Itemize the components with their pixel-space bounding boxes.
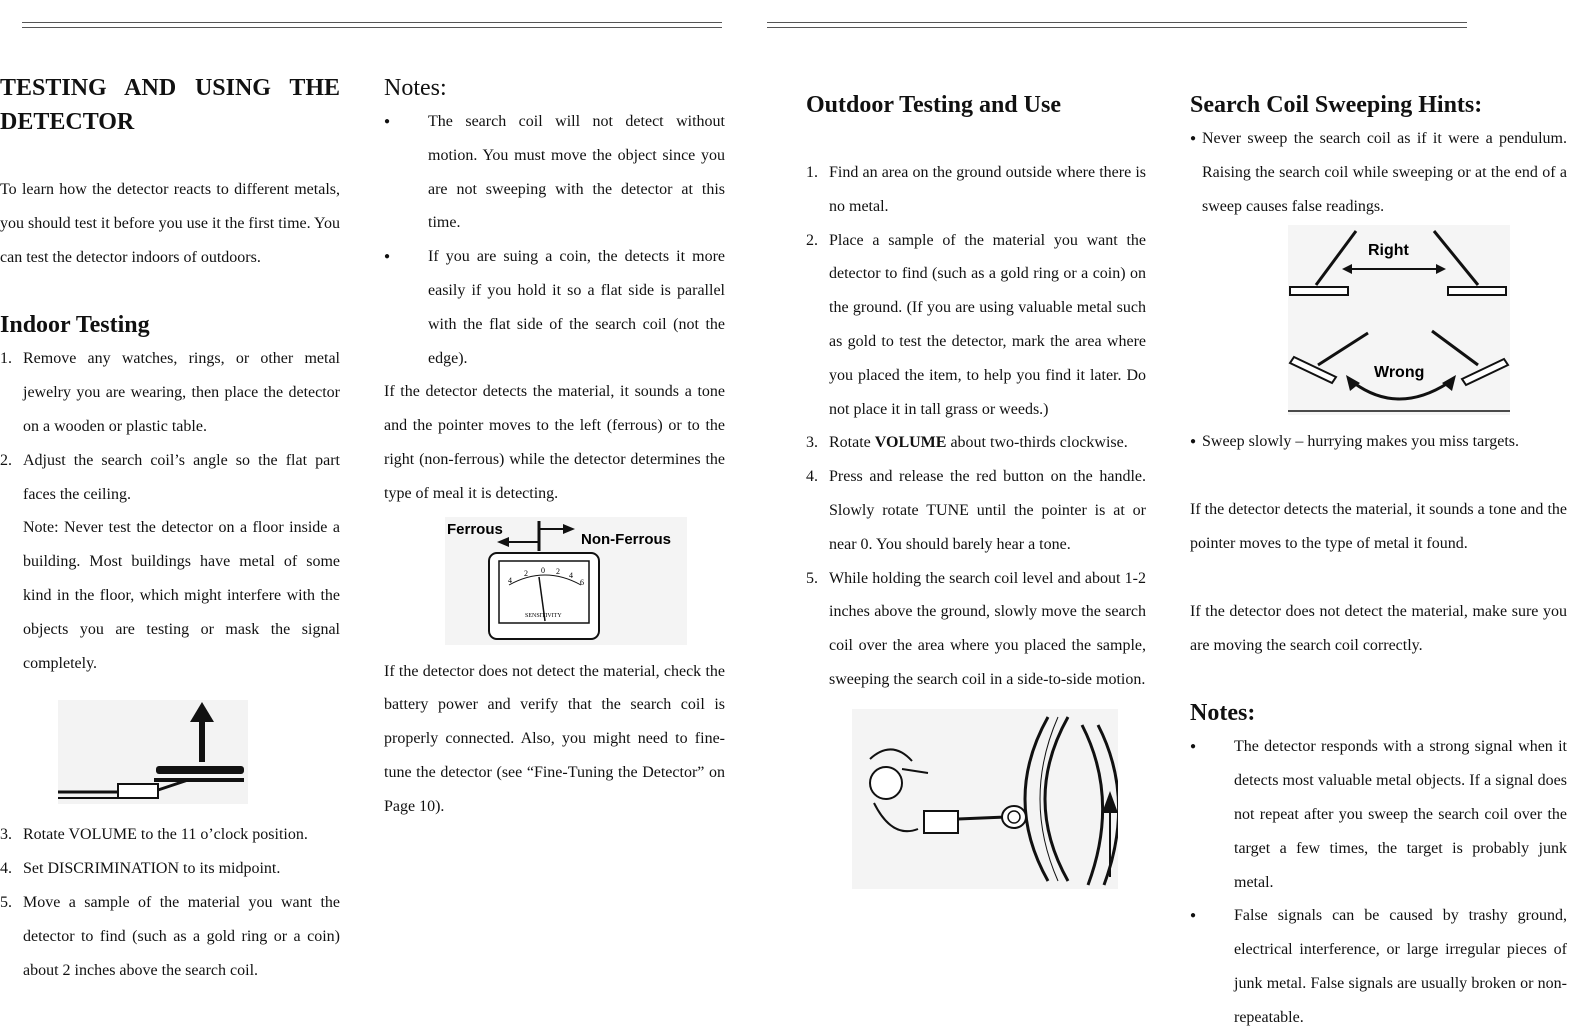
column-1: [0, 71, 340, 987]
meter-tick: 2: [524, 568, 528, 578]
right-label: Right: [1368, 242, 1409, 260]
list-item: 3. Rotate VOLUME about two-thirds clockwise.: [806, 434, 1128, 452]
bullet-icon: ●: [1190, 910, 1197, 922]
list-item: ● If you are suing a coin, the detects it more easily if you hold it so a flat side is parallel with the flat side of the search coil (not the edge).: [384, 240, 725, 375]
list-item: 1. Remove any watches, rings, or other metal jewelry you are wearing, then place the detector on a wooden or plastic table.: [0, 350, 340, 435]
outdoor-steps-list: [806, 156, 1146, 697]
page-title: [0, 71, 340, 105]
title-word: THE: [289, 75, 340, 101]
title-word: AND: [124, 75, 177, 101]
column-4: [1190, 88, 1567, 1035]
not-detect-coil-paragraph: If the detector does not detect the material, make sure you are moving the search coil correctly.: [1190, 602, 1567, 654]
bullet-icon: ●: [1190, 436, 1197, 448]
sweeping-hints-heading: Search Coil Sweeping Hints:: [1190, 92, 1483, 118]
list-item: ● Sweep slowly – hurrying makes you miss targets.: [1190, 425, 1567, 459]
list-item: ● False signals can be caused by trashy ground, electrical interference, or large irregular pieces of junk metal. False signals are usually broken or non-repeatable.: [1190, 899, 1567, 1034]
bullet-icon: ●: [1190, 133, 1197, 144]
bullet-icon: ●: [384, 116, 391, 127]
notes-list: [384, 105, 725, 375]
list-item: 3. Rotate VOLUME to the 11 o’clock position.: [0, 826, 308, 844]
meter-figure: [445, 517, 687, 645]
ferrous-label: Ferrous: [447, 520, 503, 538]
hints-list-continued: [1190, 425, 1567, 459]
list-item: ● The detector responds with a strong signal when it detects most valuable metal objects. If a signal does not repeat after you sweep the search coil over the target a few times, the target is probably junk metal.: [1190, 730, 1567, 899]
list-item: 5. While holding the search coil level and about 1-2 inches above the ground, slowly move the search coil over the area where you placed the sample, sweeping the search coil in a side-to-side motion.: [806, 569, 1146, 688]
meter-tick: 0: [541, 565, 545, 575]
sweeping-person-figure: [852, 709, 1118, 889]
list-item: 1. Find an area on the ground outside where there is no metal.: [806, 164, 1146, 215]
intro-paragraph: To learn how the detector reacts to different metals, you should test it before you use it the first time. You can test the detector indoors of outdoors.: [0, 181, 340, 266]
list-item: 4. Set DISCRIMINATION to its midpoint.: [0, 860, 281, 878]
meter-tick: 4: [508, 575, 512, 585]
list-item: ● Never sweep the search coil as if it were a pendulum. Raising the search coil while sweeping or at the end of a sweep causes false readings.: [1190, 122, 1567, 223]
sensitivity-label: SENSITIVITY: [525, 612, 562, 619]
title-word: TESTING: [0, 75, 107, 101]
column-3: [806, 88, 1146, 889]
list-item: 2. Adjust the search coil’s angle so the flat part faces the ceiling. Note: Never test the detector on a floor inside a building. Most buildings have metal of some kind in the floor, which might interfere with the objects you are testing or mask the signal completely.: [0, 444, 340, 681]
notes-heading: Notes:: [384, 75, 447, 101]
bullet-icon: ●: [384, 251, 391, 263]
column-2: [384, 71, 725, 824]
detects-paragraph: If the detector detects the material, it sounds a tone and the pointer moves to the left (ferrous) or to the right (non-ferrous) while the detector determines the type of meal it is detecting.: [384, 383, 725, 502]
meter-tick: 4: [569, 570, 573, 580]
notes-heading-2: Notes:: [1190, 700, 1256, 727]
header-rule-left: [22, 22, 722, 28]
list-item: 5. Move a sample of the material you want the detector to find (such as a gold ring or a coin) about 2 inches above the search coil.: [0, 893, 340, 979]
nonferrous-label: Non-Ferrous: [581, 530, 671, 548]
title-word: USING: [194, 75, 271, 101]
not-detect-paragraph: If the detector does not detect the material, check the battery power and verify that the search coil is properly connected. Also, you might need to fine-tune the detector (see “Fine-Tuning the Detector” on Page 10).: [384, 662, 725, 815]
notes-list-2: [1190, 730, 1567, 1034]
list-item: 4. Press and release the red button on the handle. Slowly rotate TUNE until the pointer is at or near 0. You should barely hear a tone.: [806, 468, 1146, 553]
list-item: ● The search coil will not detect without motion. You must move the object since you are not sweeping with the detector at this time.: [384, 105, 725, 240]
indoor-steps-list: [0, 342, 340, 680]
detects-type-paragraph: If the detector detects the material, it sounds a tone and the pointer moves to the type of metal it found.: [1190, 501, 1567, 552]
hints-list: [1190, 122, 1567, 223]
meter-tick: 2: [556, 566, 560, 576]
right-wrong-sweep-figure: [1288, 225, 1510, 415]
bullet-icon: ●: [1190, 741, 1197, 753]
floor-note: Note: Never test the detector on a floor inside a building. Most buildings have metal of some kind in the floor, which might interfere with the objects you are testing or mask the signal completely.: [23, 519, 340, 672]
page-title-line-2: DETECTOR: [0, 109, 135, 135]
indoor-steps-list-continued: [0, 818, 340, 987]
indoor-testing-heading: Indoor Testing: [0, 312, 150, 339]
meter-tick: 6: [580, 577, 584, 587]
wrong-label: Wrong: [1374, 364, 1425, 382]
outdoor-heading: Outdoor Testing and Use: [806, 92, 1061, 118]
search-coil-up-figure: [58, 700, 248, 804]
header-rule-right: [767, 22, 1467, 28]
list-item: 2. Place a sample of the material you want the detector to find (such as a gold ring or a coin) on the ground. (If you are using valuable metal such as gold to test the detector, mark the area where you placed the item, to help you find it later. Do not place it in tall grass or weeds.): [806, 231, 1146, 418]
